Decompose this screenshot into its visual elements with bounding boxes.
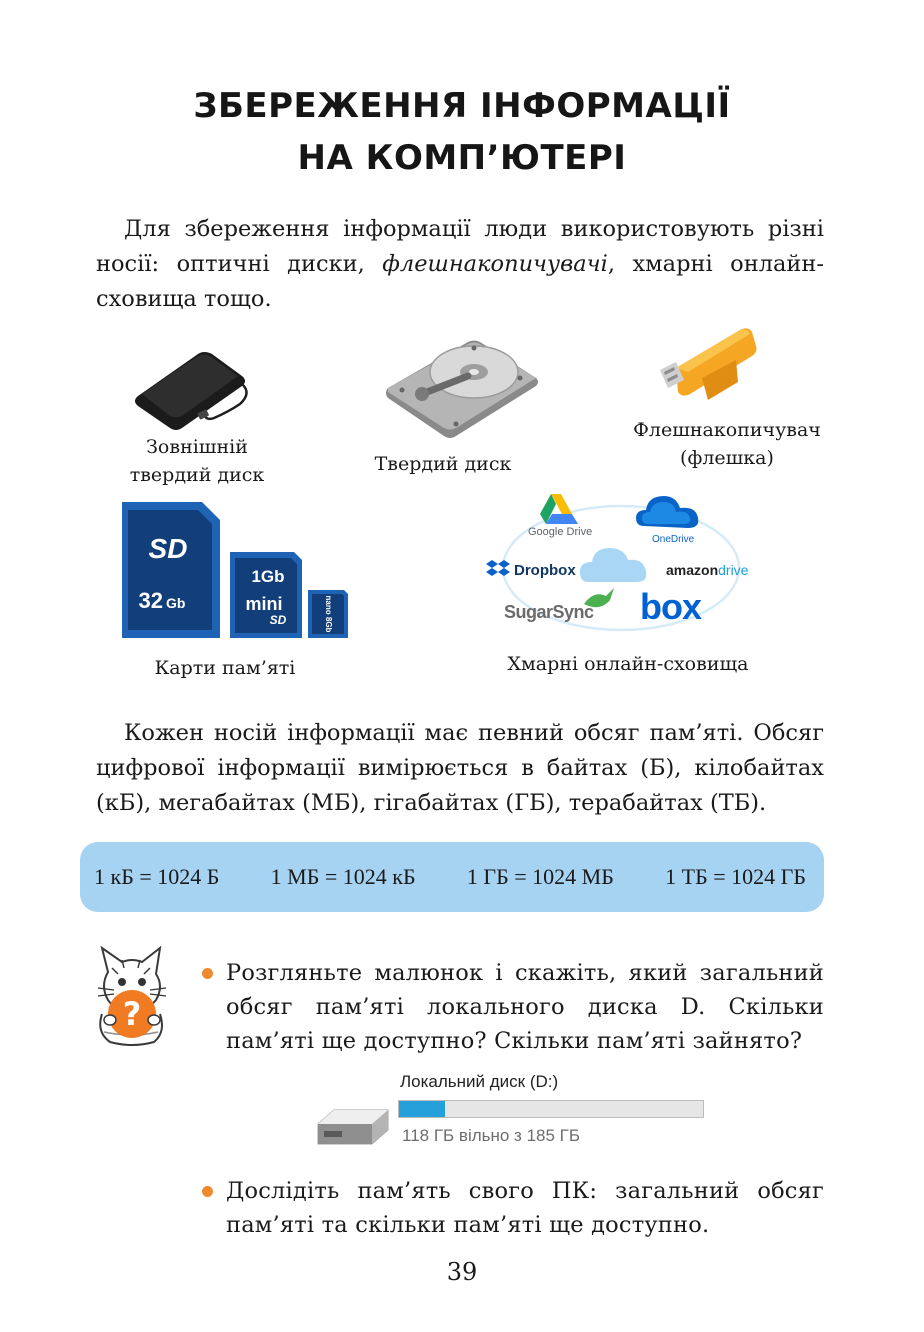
cat-question-icon: [92, 942, 172, 1046]
drive-icon: [314, 1104, 392, 1150]
memory-paragraph: [96, 716, 824, 821]
disk-usage-fill: [399, 1101, 445, 1117]
external-hdd-image: [130, 348, 255, 433]
sd-unit: Gb: [166, 595, 186, 611]
box-logo: box: [640, 586, 702, 627]
memory-cards-caption: Карти пам’яті: [154, 657, 296, 679]
memory-cards-image: [118, 498, 354, 642]
flash-drive-caption: Флешнакопичувач (флешка): [633, 419, 821, 469]
hard-disk-caption: Твердий диск: [374, 453, 512, 475]
intro-text-2: , хмарні онлайн-сховища тощо.: [96, 251, 824, 312]
cloud-services-caption: Хмарні онлайн-сховища: [507, 653, 749, 675]
page-title: [0, 80, 924, 184]
intro-text-1: Для збереження інформації люди використовують різні носії: оптичні диски,: [96, 216, 824, 277]
mini-logo: mini: [245, 594, 283, 614]
sd-logo: SD: [148, 533, 188, 564]
bullet-text-1: Розгляньте малюнок і скажіть, який загальний обсяг пам’яті локального диска D. Скільки пам’яті ще доступно? Скільки пам’яті зайнято?: [226, 960, 824, 1054]
disk-label: Локальний диск (D:): [400, 1072, 559, 1091]
central-cloud-icon: [580, 548, 646, 582]
onedrive-logo: OneDrive: [652, 534, 695, 545]
page-number: 39: [446, 1258, 478, 1286]
question-mark: ?: [122, 995, 142, 1033]
bullet-item-1: [202, 956, 824, 1058]
hard-disk-image: [382, 336, 542, 444]
dropbox-logo: Dropbox: [514, 562, 576, 579]
external-hdd-caption: Зовнішній твердий диск: [129, 436, 265, 486]
formula-tb: 1 ТБ = 1024 ГБ: [665, 864, 806, 889]
mini-sd-logo: SD: [269, 613, 287, 627]
dropbox-icon: [486, 560, 510, 576]
amazon-drive-logo: amazondrive: [666, 562, 749, 578]
disk-usage-bar: [398, 1100, 704, 1118]
sd-capacity: 32: [138, 588, 164, 613]
intro-paragraph: [96, 212, 824, 317]
bullet-text-2: Дослідіть пам’ять свого ПК: загальний обсяг пам’яті та скільки пам’яті ще доступно.: [226, 1178, 824, 1238]
formula-kb: 1 кБ = 1024 Б: [94, 864, 220, 889]
unit-conversion-box: [80, 842, 824, 912]
sugarsync-logo: SugarSync: [504, 602, 594, 622]
local-disk-widget: [312, 1068, 712, 1158]
bullet-item-2: [202, 1174, 824, 1242]
disk-free-text: 118 ГБ вільно з 185 ГБ: [402, 1126, 581, 1145]
google-drive-logo: Google Drive: [528, 526, 593, 538]
google-drive-icon: [540, 494, 578, 524]
mini-capacity: 1Gb: [251, 567, 285, 586]
flash-drive-image: [656, 326, 762, 406]
memory-text: Кожен носій інформації має певний обсяг пам’яті. Обсяг цифрової інформації вимірюється в байтах (Б), кілобайтах (кБ), мегабайтах (МБ), гігабайтах (ГБ), терабайтах (ТБ).: [96, 720, 824, 816]
cloud-services-image: [476, 484, 766, 644]
bullet-dot: [202, 1186, 213, 1197]
intro-italic: флешнакопичувачі: [382, 251, 608, 277]
title-line-2: НА КОМП’ЮТЕРІ: [297, 138, 627, 178]
bullet-dot: [202, 968, 213, 979]
formula-mb: 1 МБ = 1024 кБ: [270, 864, 416, 889]
nano-text: nano 8Gb: [324, 595, 333, 633]
formula-gb: 1 ГБ = 1024 МБ: [466, 864, 614, 889]
title-line-1: ЗБЕРЕЖЕННЯ ІНФОРМАЦІЇ: [193, 86, 731, 126]
